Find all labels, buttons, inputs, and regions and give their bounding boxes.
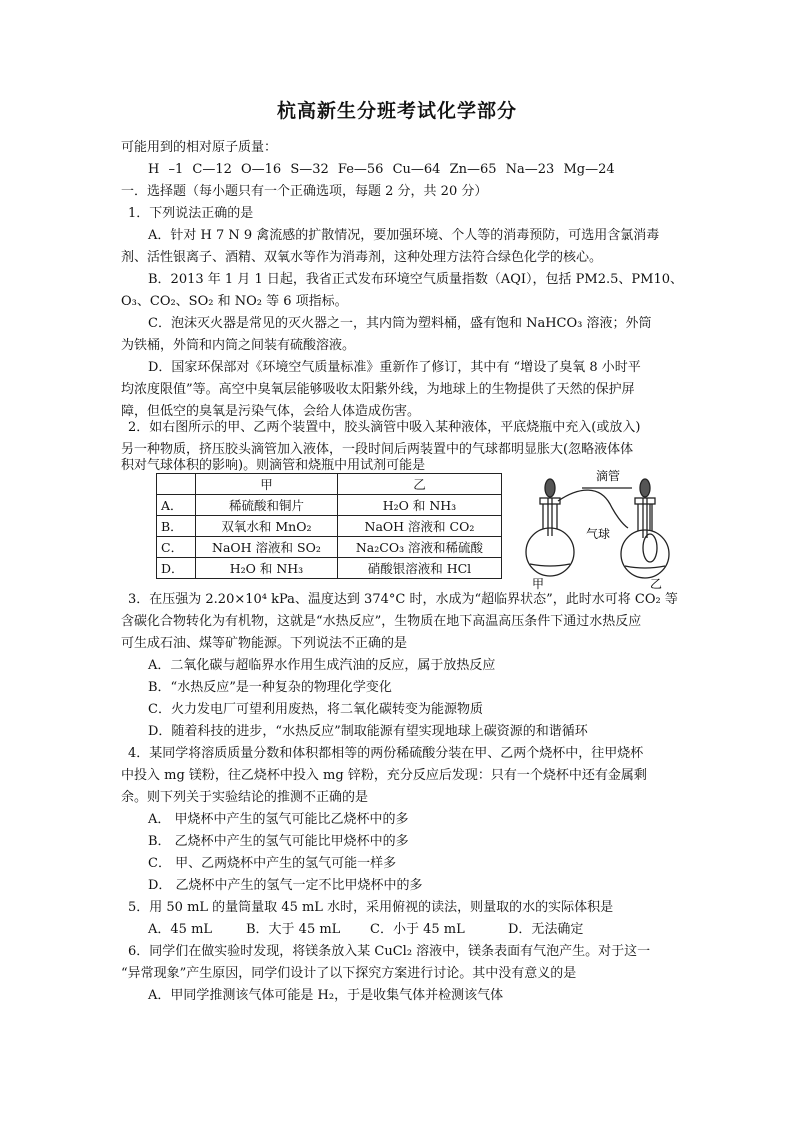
q4-stem-line2: 中投入 mg 镁粉，往乙烧杯中投入 mg 锌粉，充分反应后发现：只有一个烧杯中还有金属剩 [121, 768, 647, 783]
q4-option-b: B． 乙烧杯中产生的氢气可能比甲烧杯中的多 [148, 834, 409, 849]
q4-option-d: D． 乙烧杯中产生的氢气一定不比甲烧杯中的多 [148, 878, 423, 893]
q3-option-c: C．火力发电厂可望利用废热，将二氧化碳转变为能源物质 [148, 702, 483, 717]
q2-stem-line3: 积对气球体积的影响)。则滴管和烧瓶中用试剂可能是 [121, 458, 426, 473]
table-cell: 硝酸银溶液和 HCl [337, 558, 501, 579]
table-cell: C． [157, 537, 196, 558]
page-title: 杭高新生分班考试化学部分 [276, 100, 517, 122]
section-heading: 一．选择题（每小题只有一个正确选项，每题 2 分，共 20 分） [121, 184, 488, 199]
q1-option-b-line1: B．2013 年 1 月 1 日起，我省正式发布环境空气质量指数（AQI），包括 PM2.5、PM10、 [148, 272, 683, 287]
q3-option-a: A．二氧化碳与超临界水作用生成汽油的反应，属于放热反应 [148, 658, 496, 673]
q2-reagent-table [156, 473, 502, 579]
q6-stem-line1: 6．同学们在做实验时发现，将镁条放入某 CuCl₂ 溶液中，镁条表面有气泡产生。对于这一 [128, 944, 651, 959]
q1-option-b-line2: O₃、CO₂、SO₂ 和 NO₂ 等 6 项指标。 [121, 294, 348, 309]
atomic-mass-label: 可能用到的相对原子质量： [121, 140, 278, 155]
q5-stem: 5．用 50 mL 的量筒量取 45 mL 水时，采用俯视的读法，则量取的水的实际体积是 [128, 900, 614, 915]
q5-option-c: C．小于 45 mL [370, 922, 465, 937]
q1-option-a-line2: 剂、活性银离子、酒精、双氧水等作为消毒剂，这种处理方法符合绿色化学的核心。 [121, 250, 603, 265]
table-row [157, 516, 502, 537]
q3-stem-line1: 3．在压强为 2.20×10⁴ kPa、温度达到 374°C 时，水成为“超临界状态”，此时水可将 CO₂ 等 [128, 592, 678, 607]
q4-stem-line3: 余。则下列关于实验结论的推测不正确的是 [121, 790, 369, 805]
q5-option-d: D．无法确定 [508, 922, 584, 937]
q2-stem-line2: 另一种物质，挤压胶头滴管加入液体，一段时间后两装置中的气球都明显胀大(忽略液体体 [121, 442, 634, 457]
q3-stem-line2: 含碳化合物转化为有机物，这就是“水热反应”，生物质在地下高温高压条件下通过水热反应 [121, 614, 642, 629]
q1-option-c-line1: C．泡沫灭火器是常见的灭火器之一，其内筒为塑料桶，盛有饱和 NaHCO₃ 溶液；外筒 [148, 316, 652, 331]
dropper-label: 滴管 [596, 469, 621, 483]
table-row [157, 495, 502, 516]
q4-option-c: C． 甲、乙两烧杯中产生的氢气可能一样多 [148, 856, 397, 871]
q1-stem: 1．下列说法正确的是 [128, 206, 254, 221]
table-cell: NaOH 溶液和 SO₂ [196, 537, 338, 558]
table-cell: 稀硫酸和铜片 [196, 495, 338, 516]
table-header-cell: 乙 [337, 474, 501, 495]
table-cell: B． [157, 516, 196, 537]
atomic-mass-values: H –1 C—12 O—16 S—32 Fe—56 Cu—64 Zn—65 Na—23 Mg—24 [148, 162, 615, 177]
table-cell: Na₂CO₃ 溶液和稀硫酸 [337, 537, 501, 558]
table-cell: H₂O 和 NH₃ [337, 495, 501, 516]
table-header-cell: 甲 [196, 474, 338, 495]
table-cell: 双氧水和 MnO₂ [196, 516, 338, 537]
table-header-row [157, 474, 502, 495]
q3-stem-line3: 可生成石油、煤等矿物能源。下列说法不正确的是 [121, 636, 408, 651]
apparatus-figure [510, 466, 690, 592]
q1-option-c-line2: 为铁桶，外筒和内筒之间装有硫酸溶液。 [121, 338, 356, 353]
left-apparatus-label: 甲 [532, 577, 545, 591]
table-cell: A． [157, 495, 196, 516]
table-row [157, 537, 502, 558]
table-header-cell [157, 474, 196, 495]
q3-option-b: B．“水热反应”是一种复杂的物理化学变化 [148, 680, 392, 695]
q2-stem-line1: 2．如右图所示的甲、乙两个装置中，胶头滴管中吸入某种液体，平底烧瓶中充入(或放入) [128, 420, 641, 435]
q5-option-a: A．45 mL [148, 922, 213, 937]
q6-option-a: A．甲同学推测该气体可能是 H₂，于是收集气体并检测该气体 [148, 988, 504, 1003]
q1-option-d-line2: 均浓度限值”等。高空中臭氧层能够吸收太阳紫外线，为地球上的生物提供了天然的保护屏 [121, 382, 635, 397]
q4-option-a: A． 甲烧杯中产生的氢气可能比乙烧杯中的多 [148, 812, 409, 827]
q3-option-d: D．随着科技的进步，“水热反应”制取能源有望实现地球上碳资源的和谐循环 [148, 724, 588, 739]
q1-option-d-line3: 障，但低空的臭氧是污染气体，会给人体造成伤害。 [121, 404, 421, 419]
table-cell: H₂O 和 NH₃ [196, 558, 338, 579]
right-apparatus-label: 乙 [650, 577, 663, 591]
q1-option-a-line1: A．针对 H 7 N 9 禽流感的扩散情况，要加强环境、个人等的消毒预防，可选用含氯消毒 [148, 228, 660, 243]
table-cell: D． [157, 558, 196, 579]
q6-stem-line2: “异常现象”产生原因，同学们设计了以下探究方案进行讨论。其中没有意义的是 [121, 966, 577, 981]
table-row [157, 558, 502, 579]
table-cell: NaOH 溶液和 CO₂ [337, 516, 501, 537]
q1-option-d-line1: D．国家环保部对《环境空气质量标准》重新作了修订，其中有 “增设了臭氧 8 小时平 [148, 360, 641, 375]
q5-option-b: B．大于 45 mL [246, 922, 341, 937]
q4-stem-line1: 4．某同学将溶质质量分数和体积都相等的两份稀硫酸分装在甲、乙两个烧杯中，往甲烧杯 [128, 746, 644, 761]
balloon-label: 气球 [586, 527, 611, 541]
